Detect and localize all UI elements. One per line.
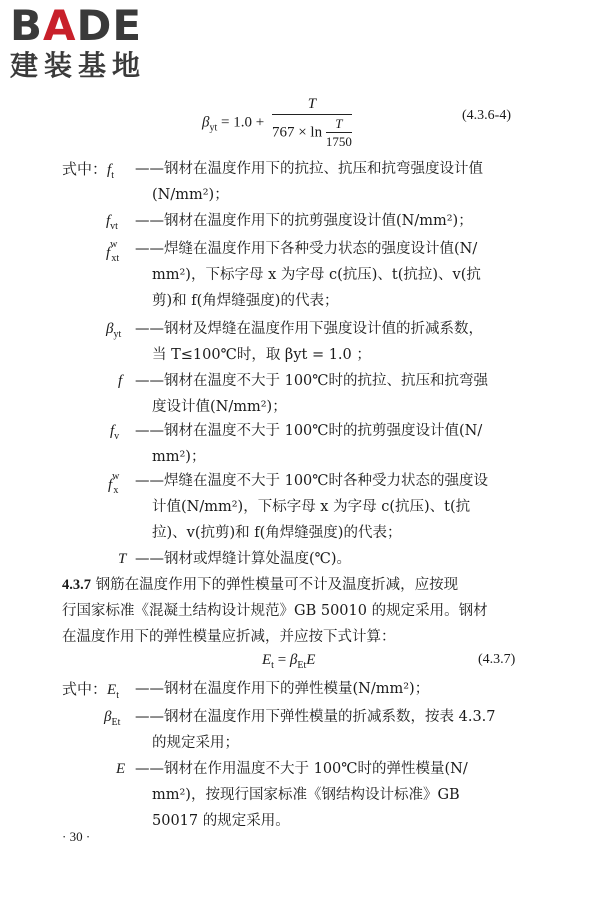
- def-symbol: $f^w_{xt}$: [106, 239, 120, 264]
- def-fv-line-1: ——钢材在温度不大于 100℃时的抗剪强度设计值(N/: [135, 423, 483, 439]
- def-E-line-2: mm²)，按现行国家标准《钢结构设计标准》GB: [152, 787, 460, 803]
- def-bEt-line-2: 的规定采用；: [152, 735, 239, 751]
- page-number: · 30 ·: [62, 829, 91, 844]
- def-symbol: T: [118, 551, 127, 567]
- def-symbol: $f_{vt}$: [106, 213, 118, 232]
- def-byt-line-1: ——钢材及焊缝在温度作用下强度设计值的折减系数，: [135, 321, 483, 337]
- def-fxtw-line-1: ——焊缝在温度作用下各种受力状态的强度设计值(N/: [135, 241, 478, 257]
- def-f-line-2: 度设计值(N/mm²)；: [152, 399, 287, 415]
- logo-wordmark: BADE: [10, 1, 143, 50]
- def-symbol: f: [118, 373, 123, 389]
- def-byt-line-2: 当 T≤100℃时，取 βyt = 1.0 ；: [152, 347, 371, 363]
- def-E-line-1: ——钢材在作用温度不大于 100℃时的弹性模量(N/: [135, 761, 468, 777]
- def-fxw-line-1: ——焊缝在温度不大于 100℃时各种受力状态的强度设: [135, 473, 489, 489]
- def-fv-line-2: mm²)；: [152, 449, 206, 465]
- def-ft-line-1: ——钢材在温度作用下的抗拉、抗压和抗弯强度设计值: [135, 161, 483, 177]
- def-symbol: $f^w_x$: [108, 471, 120, 496]
- logo-chinese-name: 建装基地: [10, 49, 147, 82]
- clause-4-3-7-line-1: 4.3.7 钢筋在温度作用下的弹性模量可不计及温度折减，应按现: [62, 577, 459, 593]
- equation-4-3-7: $E_t = \beta_{Et}E$: [262, 652, 316, 671]
- def-bEt-line-1: ——钢材在温度作用下弹性模量的折减系数，按表 4.3.7: [135, 709, 496, 725]
- def-E-line-3: 50017 的规定采用。: [152, 813, 290, 829]
- def-T-line-1: ——钢材或焊缝计算处温度(℃)。: [135, 551, 352, 567]
- bade-logo: [10, 1, 180, 84]
- def-fvt-line-1: ——钢材在温度作用下的抗剪强度设计值(N/mm²)；: [135, 213, 473, 229]
- def-ft-line-2: (N/mm²)；: [152, 187, 229, 203]
- equation-number: (4.3.6-4): [462, 108, 511, 123]
- def-fxw-line-2: 计值(N/mm²)，下标字母 x 为字母 c(抗压)、t(抗: [152, 499, 471, 515]
- equation-4-3-6-4: $\beta_{yt} = 1.0$ + T 767 × ln $\frac{T}{1750}$: [202, 96, 352, 149]
- equation-number: (4.3.7): [478, 652, 516, 667]
- clause-4-3-7-line-2: 行国家标准《混凝土结构设计规范》GB 50010 的规定采用。钢材: [62, 603, 488, 619]
- def-fxw-line-3: 拉)、v(抗剪)和 f(角焊缝强度)的代表；: [152, 525, 402, 541]
- def-symbol: E: [116, 761, 126, 777]
- def-symbol: $\beta_{Et}$: [104, 709, 121, 728]
- def-symbol: $\beta_{yt}$: [106, 321, 122, 340]
- def-f-line-1: ——钢材在温度不大于 100℃时的抗拉、抗压和抗弯强: [135, 373, 489, 389]
- def-prefix: 式中：$f_t$: [62, 160, 114, 181]
- clause-4-3-7-line-3: 在温度作用下的弹性模量应折减，并应按下式计算：: [62, 629, 396, 645]
- def-fxtw-line-2: mm²)，下标字母 x 为字母 c(抗压)、t(抗拉)、v(抗: [152, 267, 481, 283]
- def-prefix: 式中：$E_t$: [62, 680, 119, 701]
- def-symbol: $f_v$: [110, 423, 120, 442]
- def-fxtw-line-3: 剪)和 f(角焊缝强度)的代表；: [152, 293, 339, 309]
- def-Et-line-1: ——钢材在温度作用下的弹性模量(N/mm²)；: [135, 681, 430, 697]
